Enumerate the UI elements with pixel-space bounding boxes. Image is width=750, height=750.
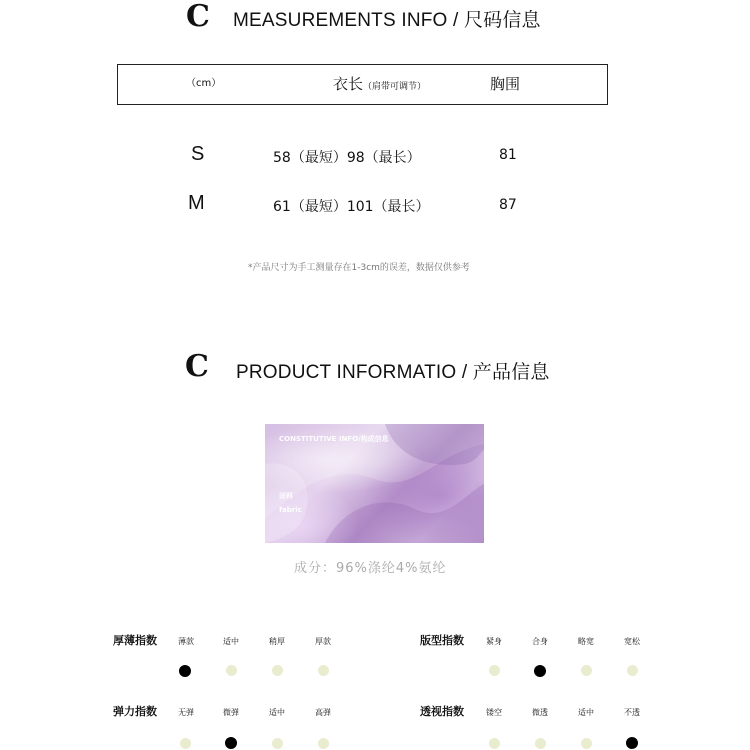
transparency-label: 透视指数: [420, 705, 464, 718]
thickness-dot: [226, 665, 237, 676]
fabric-caption-en: fabric: [279, 506, 302, 514]
transparency-dot-selected: [626, 737, 638, 749]
product-title: PRODUCT INFORMATIO / 产品信息: [236, 362, 550, 383]
fabric-caption-top: CONSTITUTIVE INFO/构成信息: [279, 435, 389, 443]
elasticity-option: 高弹: [315, 708, 331, 717]
fit-option: 略宽: [578, 637, 594, 646]
fit-label: 版型指数: [420, 634, 464, 647]
brand-logo-2: C: [185, 349, 209, 384]
thickness-dot: [318, 665, 329, 676]
fit-dot: [581, 665, 592, 676]
thickness-option: 适中: [223, 637, 239, 646]
transparency-dot: [535, 738, 546, 749]
measurements-title: MEASUREMENTS INFO / 尺码信息: [233, 10, 541, 31]
fit-option: 宽松: [624, 637, 640, 646]
transparency-option: 适中: [578, 708, 594, 717]
size-s-label: S: [191, 143, 205, 165]
bust-header: 胸围: [490, 75, 521, 93]
length-header-note: （肩带可调节）: [363, 82, 427, 92]
elasticity-option: 适中: [269, 708, 285, 717]
thickness-option: 薄款: [178, 637, 194, 646]
transparency-option: 不透: [624, 708, 640, 717]
size-table-header: [117, 64, 608, 105]
transparency-dot: [489, 738, 500, 749]
fit-option: 紧身: [486, 637, 502, 646]
size-s-bust: 81: [499, 147, 517, 163]
fabric-swatch-image: [265, 424, 484, 543]
size-m-label: M: [188, 192, 205, 214]
thickness-dot-selected: [179, 665, 191, 677]
elasticity-dot: [272, 738, 283, 749]
transparency-option: 镂空: [486, 708, 502, 717]
elasticity-label: 弹力指数: [113, 705, 157, 718]
elasticity-dot-selected: [225, 737, 237, 749]
length-header-label: 衣长: [333, 75, 364, 93]
transparency-dot: [581, 738, 592, 749]
fit-dot: [627, 665, 638, 676]
elasticity-dot: [318, 738, 329, 749]
elasticity-dot: [180, 738, 191, 749]
fabric-caption-cn: 面料: [279, 492, 293, 500]
elasticity-option: 微弹: [223, 708, 239, 717]
size-m-length: 61（最短）101（最长）: [273, 199, 430, 215]
unit-label: （cm）: [186, 78, 222, 89]
thickness-dot: [272, 665, 283, 676]
length-header: [333, 65, 426, 103]
thickness-option: 稍厚: [269, 637, 285, 646]
thickness-label: 厚薄指数: [113, 634, 157, 647]
thickness-option: 厚款: [315, 637, 331, 646]
brand-logo: C: [186, 0, 210, 34]
size-s-length: 58（最短）98（最长）: [273, 150, 421, 166]
transparency-option: 微透: [532, 708, 548, 717]
measurement-note: *产品尺寸为手工测量存在1-3cm的误差，数据仅供参考: [248, 263, 470, 273]
fit-dot: [489, 665, 500, 676]
elasticity-option: 无弹: [178, 708, 194, 717]
size-m-bust: 87: [499, 197, 517, 213]
fit-option: 合身: [532, 637, 548, 646]
fit-dot-selected: [534, 665, 546, 677]
composition-text: 成分：96%涤纶4%氨纶: [294, 561, 447, 576]
